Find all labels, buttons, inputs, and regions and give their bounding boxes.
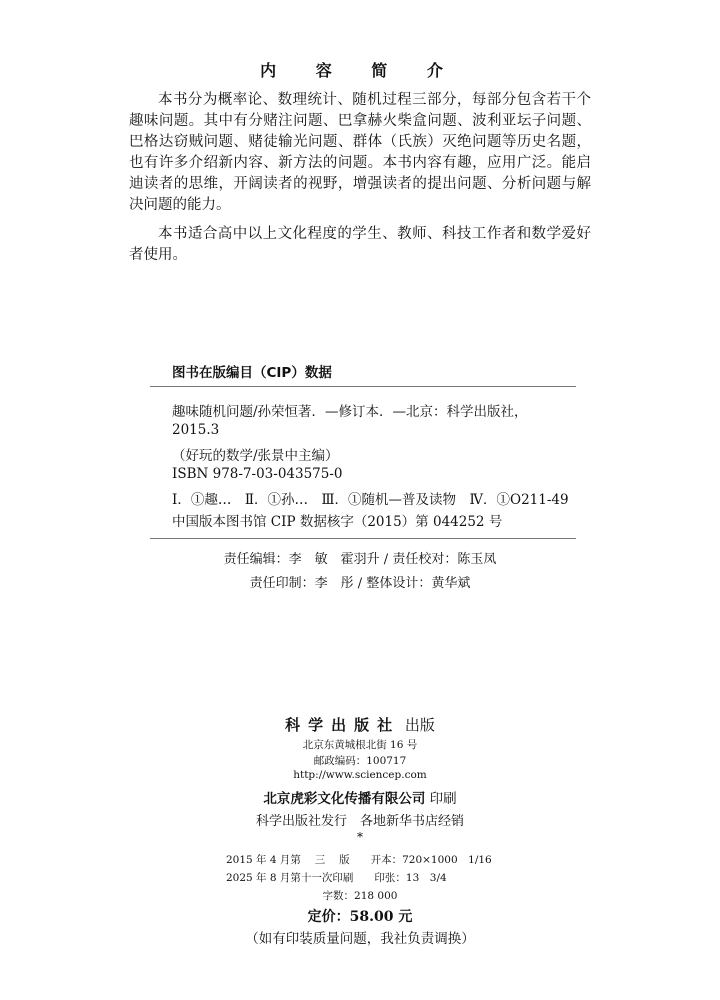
cip-heading: 图书在版编目（CIP）数据 <box>172 365 332 381</box>
editor-credits: 责任编辑：李 敏 霍羽升 / 责任校对：陈玉凤 <box>223 552 497 567</box>
cip-line: 趣味随机问题/孙荣恒著．—修订本．—北京：科学出版社， <box>172 404 528 420</box>
postcode: 邮政编码：100717 <box>313 755 407 767</box>
production-credits: 责任印制：李 彤 / 整体设计：黄华斌 <box>249 576 471 591</box>
cip-record-number: 中国版本图书馆 CIP 数据核字（2015）第 044252 号 <box>172 514 503 530</box>
summary-paragraph: 本书分为概率论、数理统计、随机过程三部分，每部分包含若干个趣味问题。其中有分赌注问题、巴拿赫火柴盒问题、波利亚坛子问题、巴格达窃贼问题、赌徒输光问题、群体（氏族）灭绝问题等历史名题，也有许多介绍新内容、新方法的问题。本书内容有趣，应用广泛。能启迪读者的思维，开阔读者的视野，增强读者的提出问题、分析问题与解决问题的能力。 <box>129 92 591 213</box>
edition-line: 2015 年 4 月第 三 版 开本：720×1000 1/16 <box>226 854 492 866</box>
word-count: 字数：218 000 <box>322 890 398 902</box>
publish-label: 出版 <box>404 716 435 734</box>
cip-line: 2015.3 <box>172 422 220 438</box>
publisher-url: http://www.sciencep.com <box>293 769 427 781</box>
price: 定价：58.00 元 <box>307 909 413 925</box>
publisher-name: 科学出版社 <box>285 716 401 734</box>
printing-line: 2025 年 8 月第十一次印刷 印张：13 3/4 <box>226 872 447 884</box>
quality-note: （如有印装质量问题，我社负责调换） <box>245 931 475 947</box>
publisher-address: 北京东黄城根北街 16 号 <box>302 739 418 751</box>
distribution-line: 科学出版社发行 各地新华书店经销 <box>255 814 464 829</box>
printer-name: 北京虎彩文化传播有限公司 <box>263 791 426 807</box>
printer-line <box>0 787 720 807</box>
summary-title: 内 容 简 介 <box>260 61 460 80</box>
cip-classification: Ⅰ．①趣… Ⅱ．①孙… Ⅲ．①随机—普及读物 Ⅳ．①O211-49 <box>172 492 569 508</box>
separator-star: * <box>357 830 363 844</box>
publisher-line <box>0 714 720 735</box>
cip-line: （好玩的数学/张景中主编） <box>172 448 339 464</box>
summary-paragraph: 本书适合高中以上文化程度的学生、教师、科技工作者和数学爱好者使用。 <box>129 226 591 263</box>
print-label: 印刷 <box>429 791 457 807</box>
divider <box>150 386 576 387</box>
cip-isbn: ISBN 978-7-03-043575-0 <box>172 466 343 482</box>
divider <box>150 538 576 539</box>
